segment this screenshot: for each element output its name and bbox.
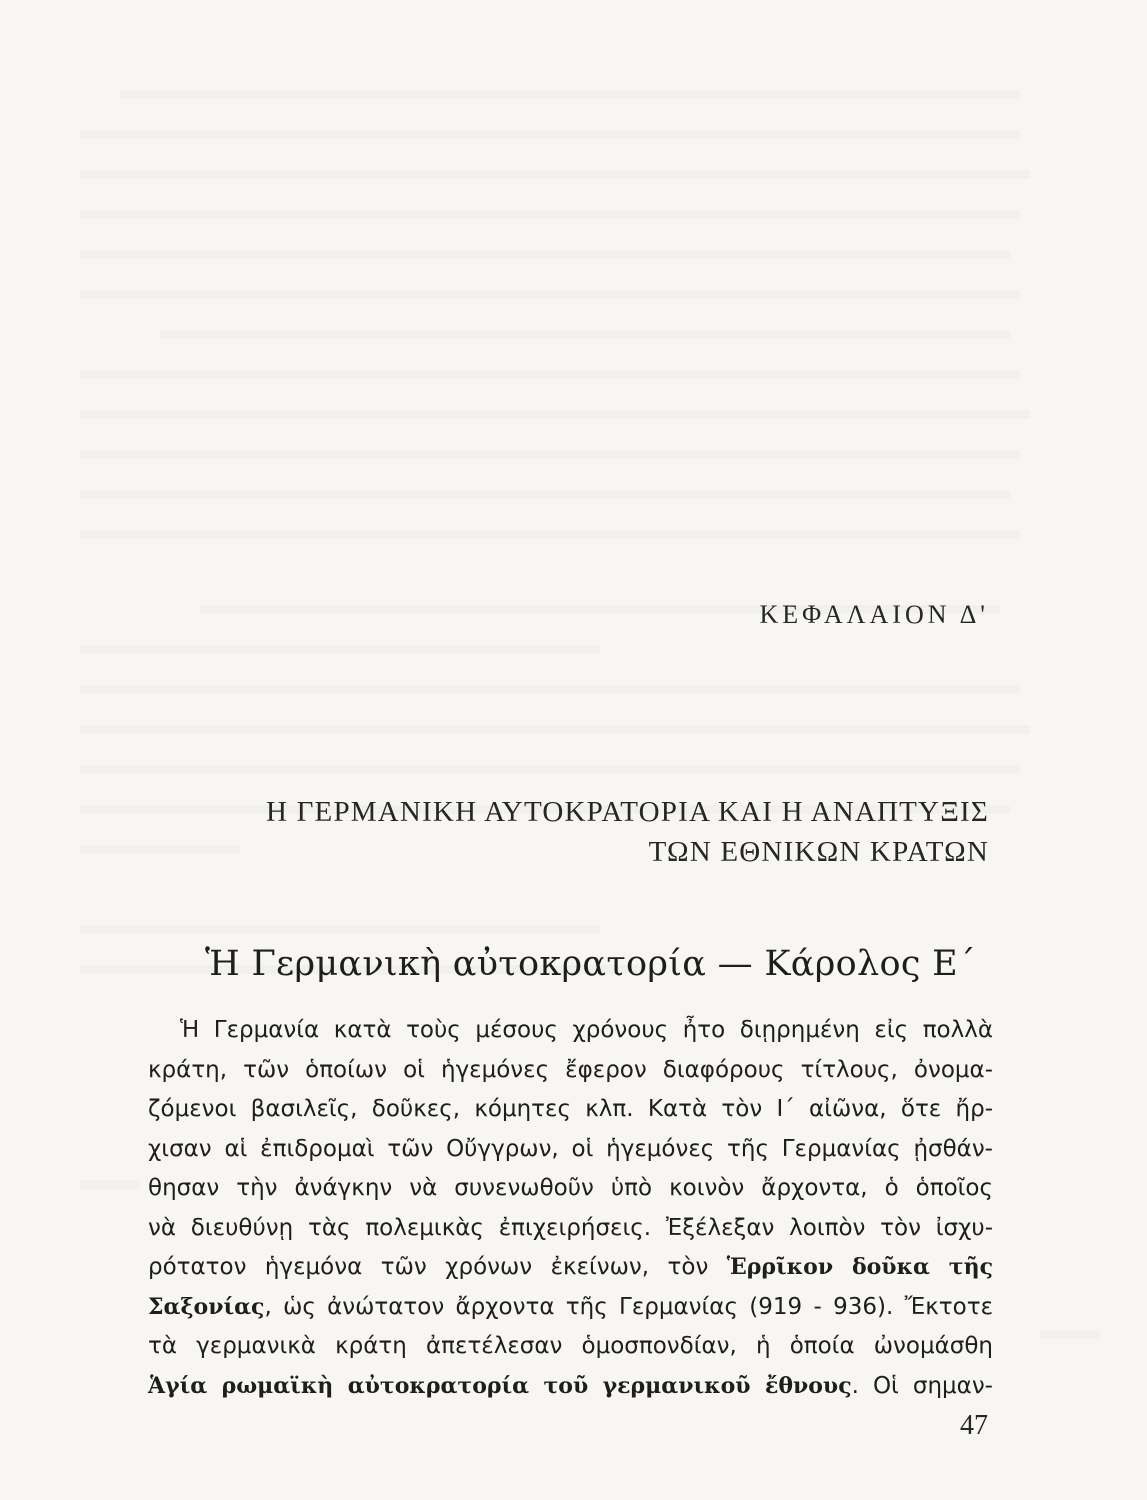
text-line: τὰ γερμανικὰ κράτη ἀπετέλεσαν ὁμοσπονδίαν, ἡ ὁποία ὠνομάσθη xyxy=(148,1333,993,1359)
text-segment: , ὡς ἀνώτατον ἄρχοντα τῆς Γερμανίας (919 - 936). Ἔκτοτε xyxy=(264,1293,993,1320)
bold-name-henry: Ἑρρῖκον δοῦκα τῆς xyxy=(726,1254,993,1280)
chapter-label: ΚΕΦΑΛΑΙΟΝ Δ' xyxy=(759,600,989,629)
text-segment: ρότατον ἡγεμόνα τῶν χρόνων ἐκείνων, τὸν xyxy=(148,1254,727,1280)
section-heading: Ἡ Γερμανικὴ αὐτοκρατορία — Κάρολος Ε΄ xyxy=(205,944,976,984)
text-segment: . Οἱ σημαν- xyxy=(851,1372,993,1399)
text-line: χισαν αἱ ἐπιδρομαὶ τῶν Οὔγγρων, οἱ ἡγεμόνες τῆς Γερμανίας ᾐσθάν- xyxy=(148,1135,993,1162)
page-number: 47 xyxy=(960,1410,988,1441)
text-line: κράτη, τῶν ὁποίων οἱ ἡγεμόνες ἔφερον διαφόρους τίτλους, ὀνομα- xyxy=(148,1056,993,1083)
text-line: θησαν τὴν ἀνάγκην νὰ συνενωθοῦν ὑπὸ κοινὸν ἄρχοντα, ὁ ὁποῖος xyxy=(148,1175,993,1201)
text-line: Ἡ Γερμανία κατὰ τοὺς μέσους χρόνους ἦτο διῃρημένη εἰς πολλὰ xyxy=(180,1017,993,1043)
bold-holy-roman-empire: Ἁγία ρωμαϊκὴ αὐτοκρατορία τοῦ γερμανικοῦ ἔθνους xyxy=(148,1372,852,1399)
chapter-title-line-2: ΤΩΝ ΕΘΝΙΚΩΝ ΚΡΑΤΩΝ xyxy=(648,836,989,868)
bold-name-saxony: Σαξονίας xyxy=(148,1293,265,1320)
text-line: νὰ διευθύνῃ τὰς πολεμικὰς ἐπιχειρήσεις. Ἐξέλεξαν λοιπὸν τὸν ἰσχυ- xyxy=(148,1214,993,1241)
chapter-title-line-1: Η ΓΕΡΜΑΝΙΚΗ ΑΥΤΟΚΡΑΤΟΡΙΑ ΚΑΙ Η ΑΝΑΠΤΥΞΙΣ xyxy=(266,796,989,828)
text-line xyxy=(148,1288,993,1328)
text-line xyxy=(148,1248,993,1288)
body-text xyxy=(148,1011,993,1406)
text-line: ζόμενοι βασιλεῖς, δοῦκες, κόμητες κλπ. Κατὰ τὸν Ι΄ αἰῶνα, ὅτε ἤρ- xyxy=(148,1096,993,1122)
text-line xyxy=(148,1367,993,1407)
